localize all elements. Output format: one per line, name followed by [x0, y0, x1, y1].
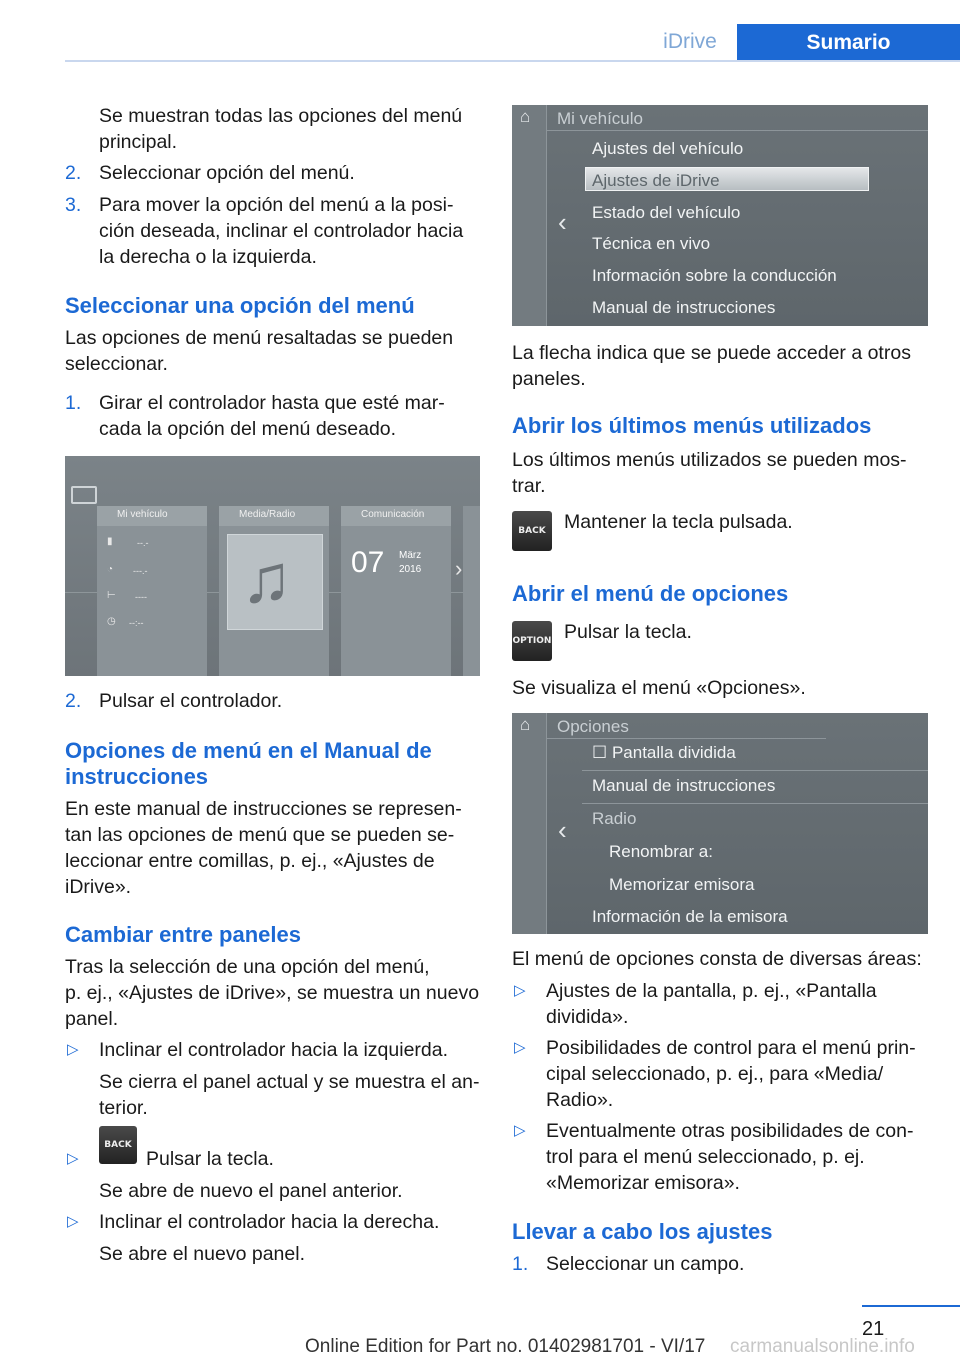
tile-label: Comunicación: [361, 509, 425, 520]
header-divider: [65, 60, 960, 62]
option-key-icon: OPTION: [512, 621, 552, 661]
menu-item[interactable]: Información sobre la conducción: [592, 266, 837, 285]
clock-icon: ◷: [107, 616, 116, 627]
music-note-icon: ♫: [241, 541, 292, 617]
paragraph-line: Los últimos menús utilizados se pueden mos‐: [512, 449, 907, 471]
step-text: Para mover la opción del menú a la posi‐: [99, 194, 454, 216]
menu-section-label: Radio: [592, 809, 637, 828]
paragraph-line: panel.: [65, 1008, 119, 1030]
intro-line-1: Se muestran todas las opciones del menú: [99, 105, 463, 127]
tile-row-value: ---.-: [133, 566, 148, 576]
menu-item[interactable]: Memorizar emisora: [609, 875, 755, 894]
step-text: Girar el controlador hasta que esté mar‐: [99, 392, 445, 414]
tile-row-value: ----: [135, 592, 147, 602]
paragraph-line: seleccionar.: [65, 353, 168, 375]
step-number: 2.: [65, 690, 82, 712]
tile-row-value: --:--: [129, 618, 144, 628]
heading-recent-menus: Abrir los últimos menús utilizados: [512, 413, 872, 438]
heading-settings: Llevar a cabo los ajustes: [512, 1219, 773, 1244]
chevron-left-icon[interactable]: ‹: [558, 815, 567, 845]
idrive-home-screen: [65, 456, 480, 676]
tile-label: Media/Radio: [239, 509, 296, 520]
bullet-subtext: terior.: [99, 1097, 148, 1119]
heading-switch-panels: Cambiar entre paneles: [65, 922, 301, 947]
idrive-options-screen: [512, 713, 928, 934]
bullet-triangle-icon: ▷: [67, 1041, 79, 1058]
gauge-icon: ◔: [107, 564, 114, 575]
bullet-text: Pulsar la tecla.: [146, 1148, 274, 1170]
menu-item[interactable]: Técnica en vivo: [592, 234, 711, 253]
menu-item[interactable]: Ajustes del vehículo: [592, 139, 744, 158]
bullet-text: trol para el menú seleccionado, p. ej.: [546, 1146, 865, 1168]
home-icon[interactable]: ⌂: [520, 715, 531, 734]
page-number: 21: [862, 1318, 885, 1340]
tile-communication[interactable]: [341, 506, 451, 676]
bullet-subtext: Se cierra el panel actual y se muestra el an‐: [99, 1071, 480, 1093]
step-number: 1.: [65, 392, 82, 414]
bullet-text: «Memorizar emisora».: [546, 1172, 740, 1194]
paragraph-line: iDrive».: [65, 876, 132, 898]
paragraph-line: trar.: [512, 475, 546, 497]
paragraph-line: El menú de opciones consta de diversas áreas:: [512, 948, 922, 970]
paragraph-line: tan las opciones de menú que se pueden se‐: [65, 824, 455, 846]
key-instruction: Mantener la tecla pulsada.: [564, 511, 793, 533]
menu-item[interactable]: Información de la emisora: [592, 907, 788, 926]
bullet-subtext: Se abre de nuevo el panel anterior.: [99, 1180, 403, 1202]
heading-select-option: Seleccionar una opción del menú: [65, 293, 415, 318]
paragraph-line: Tras la selección de una opción del menú,: [65, 956, 430, 978]
bullet-text: Eventualmente otras posibilidades de con‐: [546, 1120, 914, 1142]
bullet-triangle-icon: ▷: [514, 1122, 526, 1139]
tile-my-vehicle[interactable]: [97, 506, 207, 676]
heading-manual-options: Opciones de menú en el Manual de: [65, 738, 432, 763]
paragraph-line: En este manual de instrucciones se represen‐: [65, 798, 462, 820]
step-text: la derecha o la izquierda.: [99, 246, 317, 268]
paragraph-line: leccionar entre comillas, p. ej., «Ajustes de: [65, 850, 435, 872]
bullet-triangle-icon: ▷: [67, 1150, 79, 1167]
bullet-triangle-icon: ▷: [514, 1039, 526, 1056]
paragraph-line: Se visualiza el menú «Opciones».: [512, 677, 806, 699]
calendar-year: 2016: [399, 564, 422, 575]
home-icon[interactable]: ⌂: [520, 107, 531, 126]
heading-manual-options: instrucciones: [65, 764, 209, 789]
paragraph-line: La flecha indica que se puede acceder a otros: [512, 342, 911, 364]
bullet-subtext: Se abre el nuevo panel.: [99, 1243, 305, 1265]
menu-item[interactable]: Estado del vehículo: [592, 203, 741, 222]
bullet-text: cipal seleccionado, p. ej., para «Media/: [546, 1063, 884, 1085]
step-text: Seleccionar un campo.: [546, 1253, 745, 1275]
step-text: Pulsar el controlador.: [99, 690, 283, 712]
idrive-menu-screen: [512, 105, 928, 326]
step-text: cada la opción del menú deseado.: [99, 418, 397, 440]
chevron-right-icon[interactable]: ›: [455, 556, 463, 581]
step-number: 3.: [65, 194, 82, 216]
paragraph-line: Las opciones de menú resaltadas se pueden: [65, 327, 454, 349]
bullet-triangle-icon: ▷: [67, 1213, 79, 1230]
menu-item[interactable]: ☐ Pantalla dividida: [592, 743, 736, 762]
step-text: Seleccionar opción del menú.: [99, 162, 355, 184]
key-instruction: Pulsar la tecla.: [564, 621, 692, 643]
tile-media-radio[interactable]: [219, 506, 329, 676]
screen-split-icon: [71, 486, 97, 504]
back-key-icon: BACK: [99, 1126, 137, 1164]
calendar-day: 07: [351, 546, 385, 579]
tile-label: Mi vehículo: [117, 509, 168, 520]
back-key-icon: BACK: [512, 511, 552, 551]
bullet-text: Posibilidades de control para el menú prin‐: [546, 1037, 916, 1059]
watermark: carmanualsonline.info: [730, 1336, 915, 1357]
step-number: 2.: [65, 162, 82, 184]
bullet-text: Inclinar el controlador hacia la derecha.: [99, 1211, 440, 1233]
menu-item[interactable]: Manual de instrucciones: [592, 776, 776, 795]
menu-title: Mi vehículo: [557, 109, 643, 128]
paragraph-line: p. ej., «Ajustes de iDrive», se muestra un nuevo: [65, 982, 480, 1004]
step-number: 1.: [512, 1253, 529, 1275]
tile-partial: [463, 506, 480, 676]
menu-item[interactable]: Manual de instrucciones: [592, 298, 776, 317]
footer-divider: [862, 1305, 960, 1307]
header-section-tab: iDrive: [663, 30, 717, 53]
calendar-month: März: [399, 550, 422, 561]
fuel-icon: ▮: [107, 536, 113, 547]
menu-title: Opciones: [557, 717, 629, 736]
tile-row-value: --.-: [137, 538, 149, 548]
range-icon: ⊢: [107, 590, 116, 601]
screen-side-strip: [512, 105, 546, 326]
bullet-text: Radio».: [546, 1089, 614, 1111]
screen-side-strip: [512, 713, 546, 934]
paragraph-line: paneles.: [512, 368, 586, 390]
bullet-triangle-icon: ▷: [514, 982, 526, 999]
menu-item[interactable]: Renombrar a:: [609, 842, 713, 861]
footer-edition: Online Edition for Part no. 01402981701 - VI/17: [305, 1336, 706, 1357]
heading-options-menu: Abrir el menú de opciones: [512, 581, 789, 606]
header-chapter-tab: Sumario: [737, 24, 960, 62]
step-text: ción deseada, inclinar el controlador hacia: [99, 220, 464, 242]
bullet-text: Ajustes de la pantalla, p. ej., «Pantalla: [546, 980, 877, 1002]
menu-item-selected[interactable]: Ajustes de iDrive: [592, 171, 720, 190]
bullet-text: Inclinar el controlador hacia la izquierda.: [99, 1039, 449, 1061]
chevron-left-icon[interactable]: ‹: [558, 207, 567, 237]
bullet-text: dividida».: [546, 1006, 629, 1028]
intro-line-2: principal.: [99, 131, 178, 153]
